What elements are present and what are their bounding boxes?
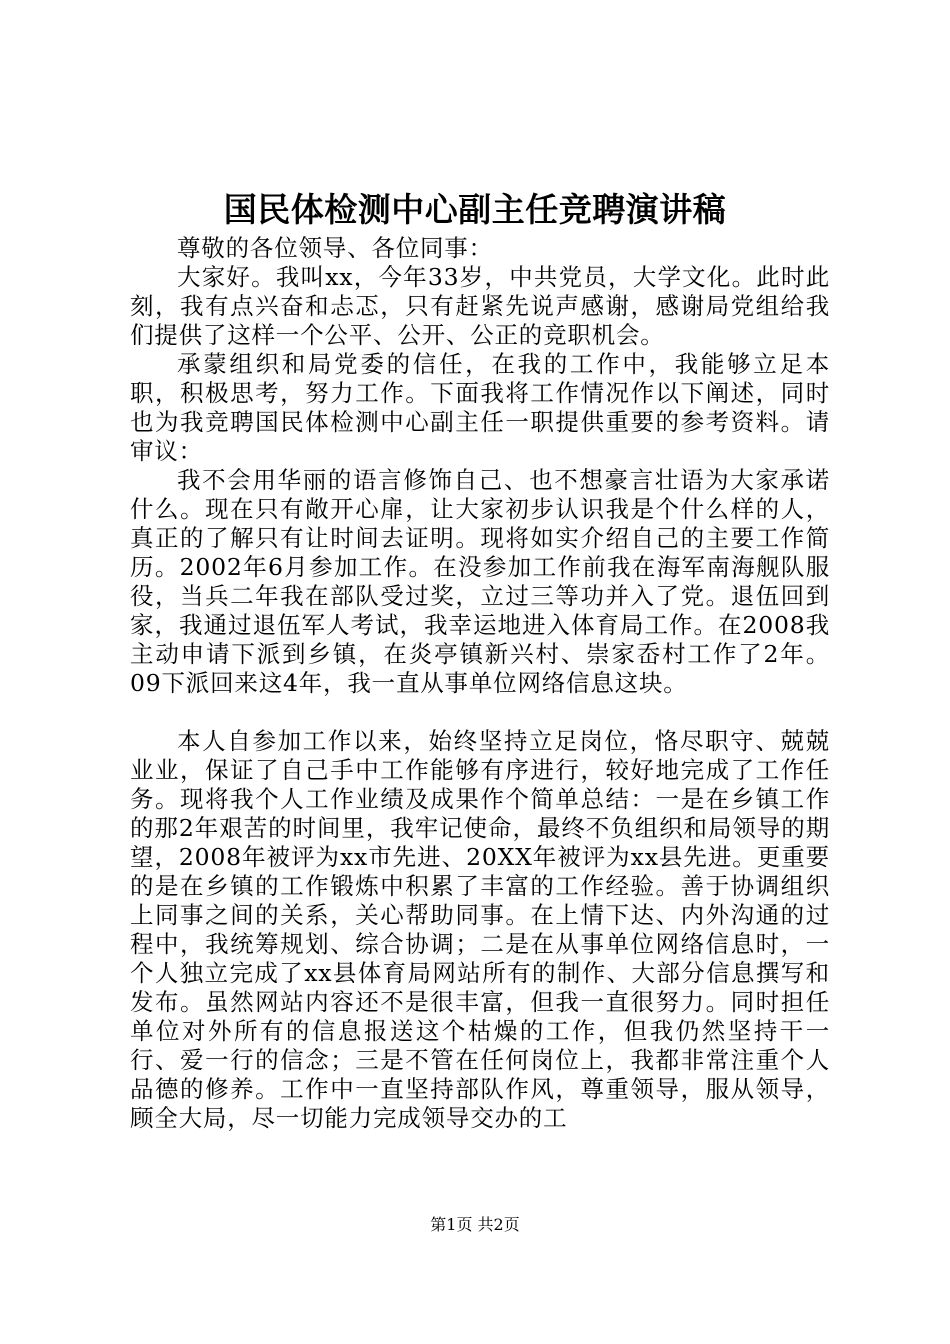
document-body xyxy=(130,234,830,1133)
body-paragraph: 本人自参加工作以来，始终坚持立足岗位，恪尽职守、兢兢业业，保证了自己手中工作能够有序进行，较好地完成了工作任务。现将我个人工作业绩及成果作个简单总结：一是在乡镇工作的那2年艰苦的时间里，我牢记使命，最终不负组织和局领导的期望，2008年被评为xx市先进、20XX年被评为xx县先进。更重要的是在乡镇的工作锻炼中积累了丰富的工作经验。善于协调组织上同事之间的关系，关心帮助同事。在上情下达、内外沟通的过程中，我统筹规划、综合协调；二是在从事单位网络信息时，一个人独立完成了xx县体育局网站所有的制作、大部分信息撰写和发布。虽然网站内容还不是很丰富，但我一直很努力。同时担任单位对外所有的信息报送这个枯燥的工作，但我仍然坚持干一行、爱一行的信念；三是不管在任何岗位上，我都非常注重个人品德的修养。工作中一直坚持部队作风，尊重领导，服从领导，顾全大局，尽一切能力完成领导交办的工 xyxy=(130,727,830,1132)
body-paragraph: 我不会用华丽的语言修饰自己、也不想豪言壮语为大家承诺什么。现在只有敞开心扉，让大家初步认识我是个什么样的人，真正的了解只有让时间去证明。现将如实介绍自己的主要工作简历。2002年6月参加工作。在没参加工作前我在海军南海舰队服役，当兵二年我在部队受过奖，立过三等功并入了党。退伍回到家，我通过退伍军人考试，我幸运地进入体育局工作。在2008我主动申请下派到乡镇，在炎亭镇新兴村、崇家岙村工作了2年。09下派回来这4年，我一直从事单位网络信息这块。 xyxy=(130,466,830,697)
page-number-footer: 第1页 共2页 xyxy=(430,1215,520,1234)
document-title: 国民体检测中心副主任竞聘演讲稿 xyxy=(223,190,727,229)
body-paragraph: 大家好。我叫xx，今年33岁，中共党员，大学文化。此时此刻，我有点兴奋和忐忑，只有赶紧先说声感谢，感谢局党组给我们提供了这样一个公平、公开、公正的竞职机会。 xyxy=(130,263,830,349)
paragraph-gap xyxy=(130,698,830,727)
salutation-paragraph: 尊敬的各位领导、各位同事： xyxy=(177,234,493,262)
body-paragraph: 承蒙组织和局党委的信任，在我的工作中，我能够立足本职，积极思考，努力工作。下面我将工作情况作以下阐述，同时也为我竞聘国民体检测中心副主任一职提供重要的参考资料。请审议： xyxy=(130,350,830,465)
